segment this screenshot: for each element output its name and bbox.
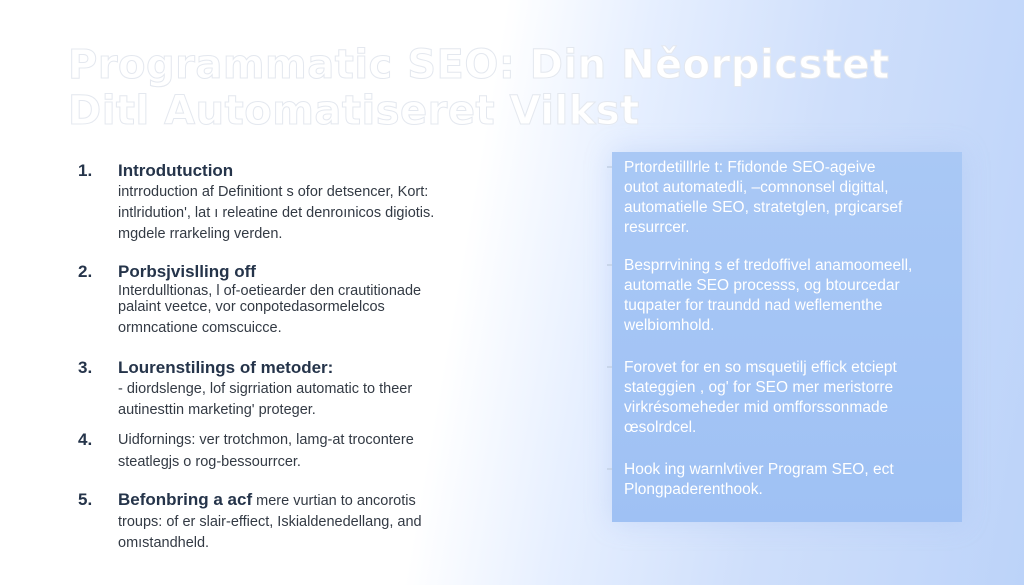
panel-line: welbiomhold. — [624, 317, 715, 334]
item-lead-rest: mere vurtian to ancorotis — [252, 493, 416, 509]
panel-line: Besprrvining s ef tredoffivel anamoomeell, — [624, 257, 913, 274]
item-number: 1. — [78, 161, 93, 180]
item-body — [118, 182, 518, 245]
panel-line: Plongpaderenthook. — [624, 481, 763, 498]
item-body — [118, 283, 518, 341]
title-line-2: Ditl Automatiseret Vilkst — [68, 88, 640, 134]
panel-line: virkrésomeheder mid omfforssonmade — [624, 399, 889, 416]
item-heading: Porbsjvislling off — [118, 262, 256, 281]
body-line: ormncatione comscuicce. — [118, 320, 282, 336]
body-line: intrroduction af Definitiont s ofor detsencer, Kort: — [118, 184, 429, 200]
panel-item-1 — [624, 158, 954, 238]
panel-line: Hook ing warnlvtiver Program SEO, ect — [624, 461, 894, 478]
body-line: omıstandheld. — [118, 535, 210, 551]
item-heading: Lourenstilings of metoder: — [118, 358, 334, 377]
bullet-dash-icon — [607, 166, 612, 168]
item-body — [118, 512, 518, 554]
bullet-dash-icon — [607, 366, 612, 368]
bullet-dash-icon — [607, 468, 612, 470]
item-body — [118, 429, 518, 473]
outline-item-4 — [78, 429, 518, 473]
panel-line: outot automatedli, –comnonsel digittal, — [624, 179, 889, 196]
body-line: autinesttin marketing' proteger. — [118, 402, 316, 418]
outline-list — [78, 160, 518, 568]
item-number: 2. — [78, 262, 93, 281]
title-line-1: Programmatic SEO: Din Něorpicstet — [68, 42, 890, 88]
panel-line: œsolrdcel. — [624, 419, 697, 436]
panel-line: Prtordetilllrle t: Ffidonde SEO-ageive — [624, 159, 876, 176]
panel-line: automatielle SEO, stratetglen, prgicarsef — [624, 199, 903, 216]
body-line: - diordslenge, lof sigrriation automatic to theer — [118, 381, 413, 397]
panel-item-2 — [624, 256, 954, 336]
body-line: Interdulltionas, l of-oetiearder den crautitionade — [118, 283, 422, 299]
outline-item-1 — [78, 160, 518, 245]
slide-title — [68, 42, 890, 134]
item-heading: Befonbring a acf — [118, 490, 253, 509]
body-line: palaint veetce, vor conpotedasormelelcos — [118, 299, 385, 315]
panel-line: Forovet for en so msquetilj effick etciept — [624, 359, 897, 376]
panel-line: resurrcer. — [624, 219, 690, 236]
outline-item-2 — [78, 261, 518, 341]
body-line: troups: of er slair-effiect, Iskialdenedellang, and — [118, 514, 422, 530]
item-body — [118, 379, 518, 421]
body-line: intlridution', lat ı releatine det denroınicos digiotis. — [118, 205, 435, 221]
body-line: mgdele rrarkeling verden. — [118, 226, 283, 242]
outline-item-3 — [78, 357, 518, 421]
panel-line: stateggien , og' for SEO mer meristorre — [624, 379, 894, 396]
item-number: 3. — [78, 358, 93, 377]
outline-item-5 — [78, 489, 518, 554]
body-line: Uidfornings: ver trotchmon, lamg-at trocontere — [118, 432, 414, 448]
panel-item-3 — [624, 358, 954, 438]
bullet-dash-icon — [607, 264, 612, 266]
panel-line: automatle SEO processs, og btourcedar — [624, 277, 900, 294]
panel-item-4 — [624, 460, 954, 500]
body-line: steatlegjs o rog-bessourrcer. — [118, 454, 301, 470]
item-number: 5. — [78, 490, 93, 509]
panel-line: tuqpater for traundd nad weflementhe — [624, 297, 883, 314]
summary-panel — [612, 152, 962, 522]
item-number: 4. — [78, 430, 93, 449]
item-heading: Introdutuction — [118, 161, 234, 180]
item-lead-line — [118, 489, 518, 512]
